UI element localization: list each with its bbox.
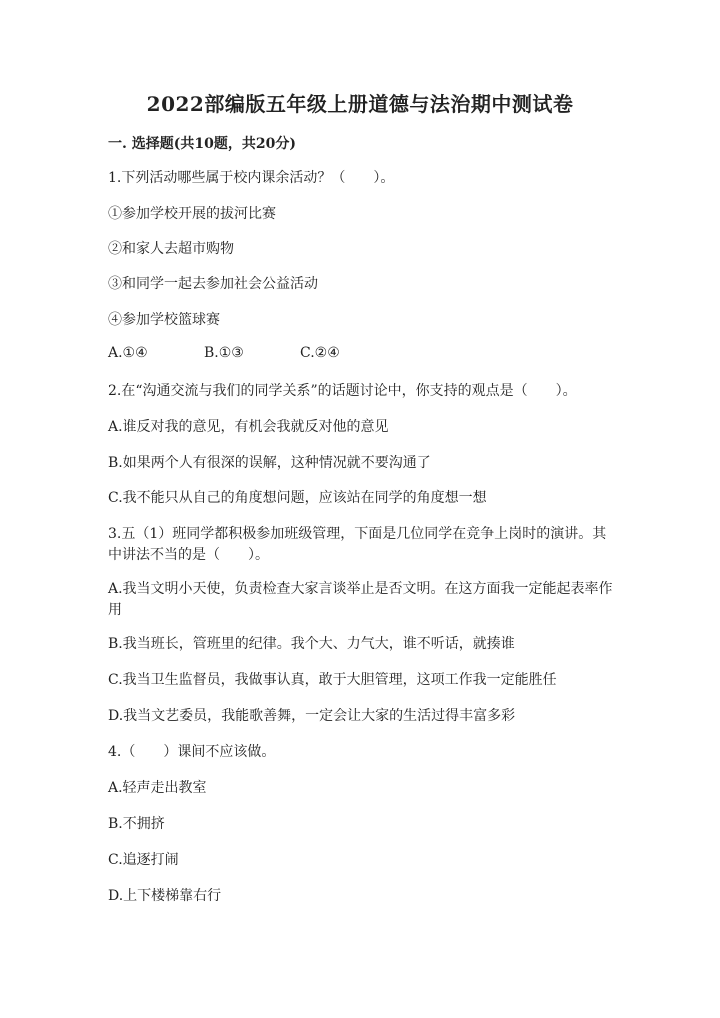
question-2-choice-a[interactable]: A.谁反对我的意见，有机会我就反对他的意见 [108, 419, 389, 435]
choice-c[interactable]: C.②④ [300, 345, 340, 361]
question-4-choice-a[interactable]: A.轻声走出教室 [108, 780, 207, 796]
question-4-choice-c[interactable]: C.追逐打闹 [108, 852, 179, 868]
question-2-choice-b[interactable]: B.如果两个人有很深的误解，这种情况就不要沟通了 [108, 455, 431, 471]
question-3-choice-c[interactable]: C.我当卫生监督员，我做事认真，敢于大胆管理，这项工作我一定能胜任 [108, 672, 557, 688]
question-1-stem: 1.下列活动哪些属于校内课余活动？（ ）。 [108, 170, 395, 186]
question-3-choice-b[interactable]: B.我当班长，管班里的纪律。我个大、力气大，谁不听话，就揍谁 [108, 636, 515, 652]
question-2-choice-c[interactable]: C.我不能只从自己的角度想问题，应该站在同学的角度想一想 [108, 490, 487, 506]
question-4-stem: 4.（ ）课间不应该做。 [108, 744, 276, 760]
question-1-item-1: ①参加学校开展的拔河比赛 [108, 206, 276, 222]
exam-title: 2022部编版五年级上册道德与法治期中测试卷 [146, 92, 574, 116]
question-1-choices [108, 345, 340, 361]
question-1-item-3: ③和同学一起去参加社会公益活动 [108, 276, 318, 292]
question-1-item-2: ②和家人去超市购物 [108, 241, 234, 257]
question-4-choice-d[interactable]: D.上下楼梯靠右行 [108, 888, 222, 904]
section-heading: 一. 选择题(共10题，共20分) [108, 136, 296, 152]
choice-a[interactable]: A.①④ [108, 345, 148, 361]
question-3-choice-d[interactable]: D.我当文艺委员，我能歌善舞，一定会让大家的生活过得丰富多彩 [108, 708, 516, 724]
choice-b[interactable]: B.①③ [204, 345, 244, 361]
question-3-choice-a[interactable]: A.我当文明小天使，负责检查大家言谈举止是否文明。在这方面我一定能起表率作用 [108, 581, 613, 618]
question-2-stem: 2.在“沟通交流与我们的同学关系”的话题讨论中，你支持的观点是（ ）。 [108, 383, 577, 399]
question-4-choice-b[interactable]: B.不拥挤 [108, 816, 165, 832]
question-1-item-4: ④参加学校篮球赛 [108, 312, 220, 328]
question-3-stem: 3.五（1）班同学都积极参加班级管理，下面是几位同学在竞争上岗时的演讲。其中讲法不当的是（ ）。 [108, 526, 607, 563]
